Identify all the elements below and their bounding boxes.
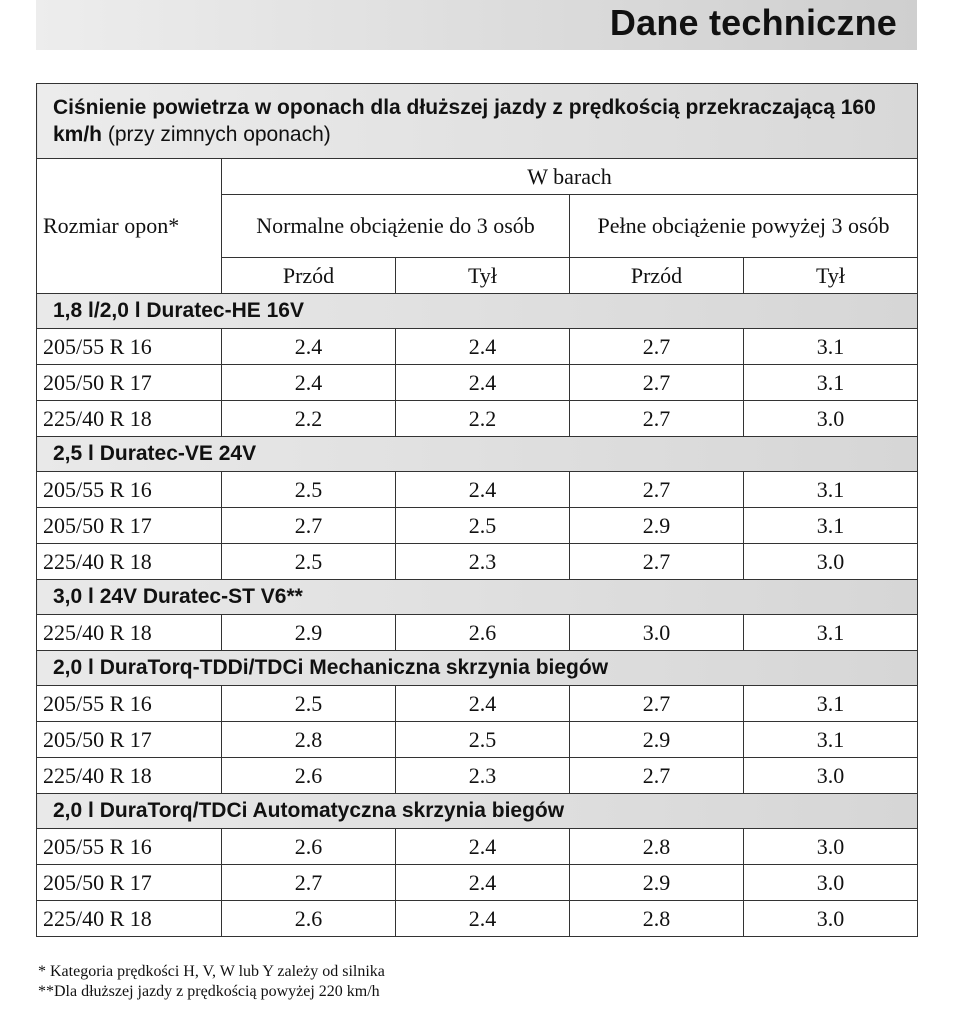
table-row <box>37 365 918 401</box>
full-front-cell: 2.7 <box>570 401 744 437</box>
unit-header: W barach <box>222 159 918 195</box>
normal-front-cell: 2.7 <box>222 865 396 901</box>
full-rear-cell: 3.1 <box>744 722 918 758</box>
normal-front-cell: 2.9 <box>222 615 396 651</box>
full-front-cell: 2.9 <box>570 865 744 901</box>
normal-rear-cell: 2.4 <box>396 865 570 901</box>
tire-size-cell: 225/40 R 18 <box>37 544 222 580</box>
table-row <box>37 865 918 901</box>
tire-size-cell: 205/50 R 17 <box>37 508 222 544</box>
page-title: Dane techniczne <box>609 2 897 43</box>
full-front-cell: 2.9 <box>570 508 744 544</box>
table-row <box>37 686 918 722</box>
table-row <box>37 472 918 508</box>
normal-front-cell: 2.7 <box>222 508 396 544</box>
full-front-cell: 2.7 <box>570 365 744 401</box>
normal-rear-cell: 2.4 <box>396 472 570 508</box>
tire-size-cell: 225/40 R 18 <box>37 615 222 651</box>
table-title-rest: (przy zimnych oponach) <box>102 123 331 146</box>
footnote-1: * Kategoria prędkości H, V, W lub Y zależy od silnika <box>38 963 385 980</box>
table-row <box>37 758 918 794</box>
tire-size-cell: 225/40 R 18 <box>37 401 222 437</box>
table-row <box>37 329 918 365</box>
normal-front-cell: 2.6 <box>222 901 396 937</box>
tire-size-cell: 205/55 R 16 <box>37 472 222 508</box>
full-rear-cell: 3.0 <box>744 829 918 865</box>
table-row <box>37 401 918 437</box>
full-front-cell: 2.7 <box>570 686 744 722</box>
full-rear-cell: 3.1 <box>744 508 918 544</box>
table-row <box>37 615 918 651</box>
table-title-row <box>37 84 918 159</box>
table-row <box>37 508 918 544</box>
normal-rear-cell: 2.5 <box>396 722 570 758</box>
normal-rear-cell: 2.3 <box>396 544 570 580</box>
full-front-cell: 2.8 <box>570 829 744 865</box>
engine-group-label: 1,8 l/2,0 l Duratec-HE 16V <box>37 294 918 329</box>
full-front-cell: 2.8 <box>570 901 744 937</box>
normal-rear-header: Tył <box>396 258 570 294</box>
full-front-cell: 3.0 <box>570 615 744 651</box>
table-row <box>37 901 918 937</box>
full-load-header: Pełne obciążenie powyżej 3 osób <box>570 195 918 258</box>
normal-front-cell: 2.5 <box>222 544 396 580</box>
engine-group-label: 3,0 l 24V Duratec-ST V6** <box>37 580 918 615</box>
normal-rear-cell: 2.5 <box>396 508 570 544</box>
normal-load-header: Normalne obciążenie do 3 osób <box>222 195 570 258</box>
normal-rear-cell: 2.3 <box>396 758 570 794</box>
engine-group-row <box>37 651 918 686</box>
full-front-cell: 2.7 <box>570 544 744 580</box>
tire-pressure-table <box>36 83 918 937</box>
full-rear-header: Tył <box>744 258 918 294</box>
tire-size-cell: 225/40 R 18 <box>37 758 222 794</box>
full-front-cell: 2.9 <box>570 722 744 758</box>
table-row <box>37 829 918 865</box>
table-row <box>37 544 918 580</box>
footnotes <box>38 962 385 1002</box>
normal-rear-cell: 2.6 <box>396 615 570 651</box>
full-rear-cell: 3.0 <box>744 544 918 580</box>
normal-rear-cell: 2.4 <box>396 686 570 722</box>
tire-size-cell: 225/40 R 18 <box>37 901 222 937</box>
normal-rear-cell: 2.4 <box>396 901 570 937</box>
engine-group-label: 2,0 l DuraTorq-TDDi/TDCi Mechaniczna skrzynia biegów <box>37 651 918 686</box>
full-front-cell: 2.7 <box>570 758 744 794</box>
table-title-bold: Ciśnienie powietrza w oponach dla dłuższej jazdy z prędkością przekraczającą 160 km/h <box>53 95 876 146</box>
full-front-cell: 2.7 <box>570 329 744 365</box>
tire-size-cell: 205/55 R 16 <box>37 329 222 365</box>
normal-front-cell: 2.6 <box>222 758 396 794</box>
engine-group-row <box>37 294 918 329</box>
full-rear-cell: 3.0 <box>744 901 918 937</box>
full-rear-cell: 3.0 <box>744 865 918 901</box>
tire-size-cell: 205/55 R 16 <box>37 829 222 865</box>
full-rear-cell: 3.1 <box>744 329 918 365</box>
table-row <box>37 722 918 758</box>
engine-group-row <box>37 437 918 472</box>
full-rear-cell: 3.1 <box>744 686 918 722</box>
tire-size-cell: 205/50 R 17 <box>37 365 222 401</box>
full-rear-cell: 3.1 <box>744 615 918 651</box>
normal-rear-cell: 2.2 <box>396 401 570 437</box>
footnote-2: **Dla dłuższej jazdy z prędkością powyżej 220 km/h <box>38 983 380 1000</box>
normal-rear-cell: 2.4 <box>396 829 570 865</box>
normal-front-cell: 2.5 <box>222 686 396 722</box>
full-rear-cell: 3.1 <box>744 365 918 401</box>
normal-front-cell: 2.4 <box>222 329 396 365</box>
size-column-header: Rozmiar opon* <box>37 159 222 294</box>
full-rear-cell: 3.0 <box>744 758 918 794</box>
normal-front-cell: 2.5 <box>222 472 396 508</box>
normal-front-cell: 2.8 <box>222 722 396 758</box>
engine-group-row <box>37 580 918 615</box>
engine-group-label: 2,0 l DuraTorq/TDCi Automatyczna skrzynia biegów <box>37 794 918 829</box>
tire-size-cell: 205/50 R 17 <box>37 722 222 758</box>
normal-front-header: Przód <box>222 258 396 294</box>
tire-size-cell: 205/55 R 16 <box>37 686 222 722</box>
engine-group-row <box>37 794 918 829</box>
full-rear-cell: 3.1 <box>744 472 918 508</box>
normal-front-cell: 2.4 <box>222 365 396 401</box>
normal-front-cell: 2.2 <box>222 401 396 437</box>
normal-rear-cell: 2.4 <box>396 365 570 401</box>
normal-rear-cell: 2.4 <box>396 329 570 365</box>
full-front-cell: 2.7 <box>570 472 744 508</box>
engine-group-label: 2,5 l Duratec-VE 24V <box>37 437 918 472</box>
header-row-unit <box>37 159 918 195</box>
full-front-header: Przód <box>570 258 744 294</box>
table-title <box>37 84 918 159</box>
tire-size-cell: 205/50 R 17 <box>37 865 222 901</box>
full-rear-cell: 3.0 <box>744 401 918 437</box>
normal-front-cell: 2.6 <box>222 829 396 865</box>
